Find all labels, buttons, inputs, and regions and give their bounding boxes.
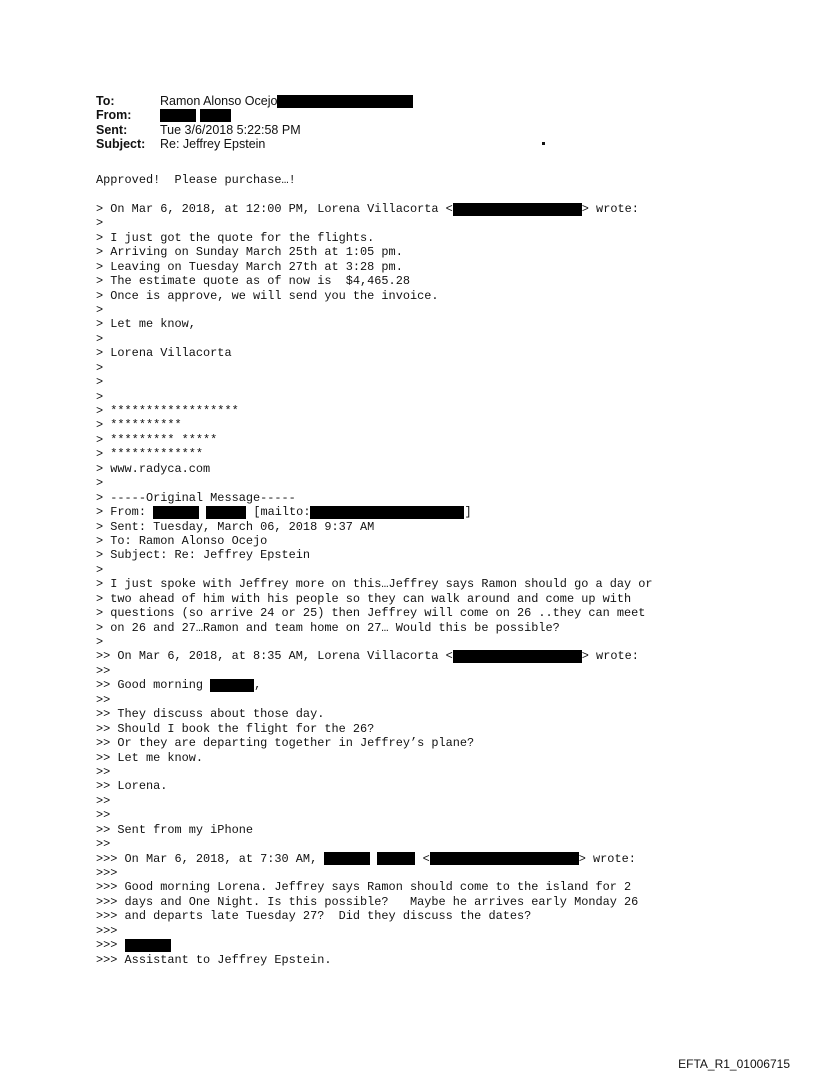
body-line [96,635,653,649]
body-line [96,447,653,461]
body-line [96,852,653,866]
redaction-bar [430,852,579,865]
body-line [96,216,653,230]
to-label: To: [96,94,115,108]
redaction-bar [277,95,413,108]
body-line [96,606,653,620]
body-text: > ************* [96,447,204,462]
redaction-bar [206,506,246,519]
redaction-bar [200,109,231,122]
body-line [96,866,653,880]
redaction-bar [153,506,199,519]
subject-label: Subject: [96,137,146,152]
body-line [96,274,653,288]
body-line [96,794,653,808]
body-line [96,808,653,822]
body-text: >> Lorena. [96,779,168,794]
body-text: >>> Good morning Lorena. Jeffrey says Ramon should come to the island for 2 [96,880,632,895]
body-text: > ********** [96,418,182,433]
body-text: > questions (so arrive 24 or 25) then Jeffrey will come on 26 ..they can meet [96,606,646,621]
body-line [96,346,653,360]
body-line [96,779,653,793]
sent-label: Sent: [96,122,128,137]
body-text: [mailto: [246,505,311,520]
body-line [96,245,653,259]
body-text: > ****************** [96,404,239,418]
body-text: > Once is approve, we will send you the invoice. [96,288,439,303]
body-line [96,592,653,606]
redaction-bar [210,679,254,692]
body-text: >> [96,808,111,823]
body-line [96,621,653,635]
body-text: < [415,851,430,866]
body-text: > The estimate quote as of now is $4,465.28 [96,274,410,289]
body-text: > I just spoke with Jeffrey more on this…Jeffrey says Ramon should go a day or [96,577,653,592]
body-line [96,375,653,389]
body-text: > [96,476,104,491]
body-text: > [96,562,104,577]
body-text: > I just got the quote for the flights. [96,230,375,245]
document-id: EFTA_R1_01006715 [678,1057,790,1071]
body-text: >> Let me know. [96,750,204,765]
email-body [96,173,653,967]
body-line [96,953,653,967]
body-line [96,880,653,894]
body-text: , [254,678,262,693]
body-line [96,534,653,548]
subject-row [96,137,413,151]
body-line [96,187,653,201]
body-text: >> [96,764,111,779]
body-line [96,520,653,534]
body-text [199,505,206,519]
body-text: >>> [96,938,125,953]
body-text: >> [96,692,111,707]
redaction-bar [310,506,464,519]
body-text: ] [464,505,472,520]
body-line [96,548,653,562]
body-text: >>> [96,923,118,938]
email-header [96,94,413,152]
body-text: > From: [96,505,154,520]
body-text: > on 26 and 27…Ramon and team home on 27… Would this be possible? [96,620,560,635]
redaction-bar [453,203,582,216]
body-line [96,231,653,245]
body-line [96,837,653,851]
body-text: > two ahead of him with his people so they can walk around and come up with [96,591,632,606]
body-line [96,433,653,447]
body-text: Approved! Please purchase…! [96,173,296,187]
body-text: > On Mar 6, 2018, at 12:00 PM, Lorena Villacorta < [96,201,453,216]
body-line [96,462,653,476]
sent-row [96,123,413,137]
body-text: > [96,331,104,346]
body-line [96,736,653,750]
body-text: > [96,375,104,390]
body-line [96,505,653,519]
body-line [96,418,653,432]
body-text: > Arriving on Sunday March 25th at 1:05 pm. [96,245,403,260]
body-line [96,693,653,707]
body-line [96,390,653,404]
body-text [370,852,377,866]
body-text: > Subject: Re: Jeffrey Epstein [96,548,311,563]
redaction-bar [453,650,582,663]
body-text: > Let me know, [96,317,196,332]
body-text: >> Sent from my iPhone [96,822,253,837]
body-line [96,563,653,577]
body-line [96,823,653,837]
body-line [96,722,653,736]
body-text: >>> On Mar 6, 2018, at 7:30 AM, [96,851,325,866]
body-line [96,895,653,909]
body-line [96,664,653,678]
body-line [96,303,653,317]
body-text: > To: Ramon Alonso Ocejo [96,533,268,548]
body-text: > www.radyca.com [96,461,211,476]
to-row [96,94,413,108]
body-line [96,476,653,490]
body-text: >> Should I book the flight for the 26? [96,721,375,736]
redaction-bar [160,109,196,122]
redaction-bar [125,939,171,952]
body-line [96,289,653,303]
from-value [160,109,231,122]
body-line [96,751,653,765]
subject-value: Re: Jeffrey Epstein [160,137,266,152]
body-line [96,491,653,505]
body-line [96,765,653,779]
body-text: >>> days and One Night. Is this possible? Maybe he arrives early Monday 26 [96,894,639,909]
body-text: >>> and departs late Tuesday 27? Did they discuss the dates? [96,909,532,924]
to-name: Ramon Alonso Ocejo [160,94,278,108]
body-text: >> [96,837,111,852]
body-line [96,707,653,721]
redaction-bar [324,852,370,865]
stray-mark [542,142,545,145]
sent-value: Tue 3/6/2018 5:22:58 PM [160,122,301,137]
body-text: > Sent: Tuesday, March 06, 2018 9:37 AM [96,519,375,534]
body-text: >> On Mar 6, 2018, at 8:35 AM, Lorena Villacorta < [96,649,453,664]
body-line [96,202,653,216]
body-text: > [96,302,104,317]
body-line [96,260,653,274]
body-text: > -----Original Message----- [96,490,296,505]
body-text: >> [96,793,111,808]
body-line [96,909,653,923]
body-text: >> Or they are departing together in Jeffrey’s plane? [96,736,475,751]
body-text: >> [96,663,111,678]
body-line [96,577,653,591]
body-text: > Lorena Villacorta [96,346,232,361]
body-text: >> Good morning [96,678,211,693]
body-line [96,332,653,346]
body-line [96,924,653,938]
body-text: >> They discuss about those day. [96,707,325,722]
body-line [96,173,653,187]
body-text: > [96,389,104,404]
body-line [96,649,653,663]
body-text: > wrote: [578,851,636,866]
body-text: >>> Assistant to Jeffrey Epstein. [96,952,332,967]
body-text: > wrote: [581,649,639,664]
body-text: > Leaving on Tuesday March 27th at 3:28 pm. [96,259,403,274]
from-label: From: [96,108,132,123]
body-line [96,938,653,952]
body-line [96,317,653,331]
body-text: > [96,216,104,231]
body-text: > ********* ***** [96,432,218,447]
body-text: > [96,360,104,375]
redaction-bar [377,852,415,865]
body-text: > wrote: [581,201,639,216]
from-row [96,108,413,122]
body-text: > [96,635,104,649]
body-line [96,678,653,692]
body-line [96,404,653,418]
body-text: >>> [96,866,118,880]
body-line [96,361,653,375]
to-value [160,94,413,108]
